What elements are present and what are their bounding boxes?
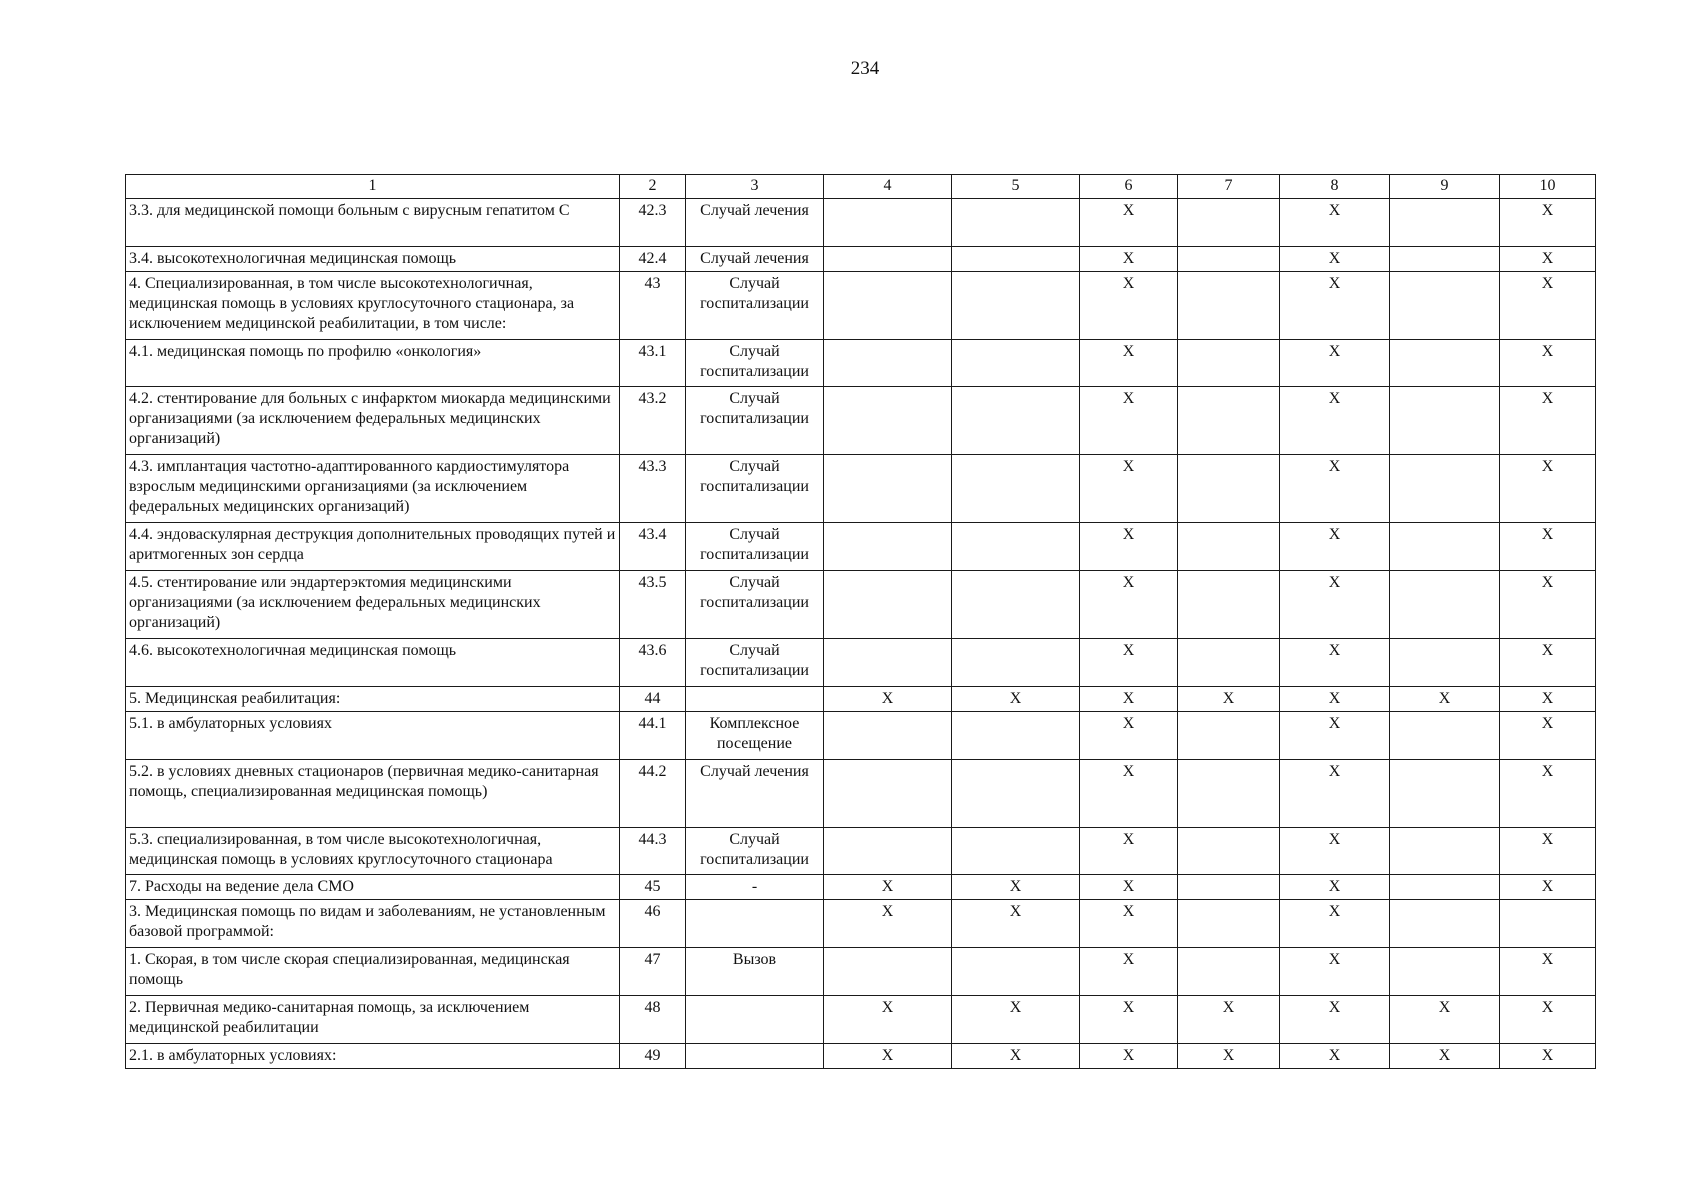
- column-5-cell: [952, 340, 1080, 387]
- column-6-cell: X: [1080, 828, 1178, 875]
- row-code-cell: 42.4: [620, 247, 686, 272]
- row-name-cell: 3.4. высокотехнологичная медицинская помощь: [126, 247, 620, 272]
- column-8-cell: X: [1280, 875, 1390, 900]
- column-10-cell: X: [1500, 455, 1596, 523]
- column-9-cell: [1390, 639, 1500, 687]
- column-7-cell: [1178, 340, 1280, 387]
- column-9-cell: [1390, 523, 1500, 571]
- table-row: [126, 272, 1596, 340]
- row-unit-cell: Вызов: [686, 948, 824, 996]
- row-code-cell: 43.1: [620, 340, 686, 387]
- column-10-cell: X: [1500, 523, 1596, 571]
- column-7-cell: [1178, 875, 1280, 900]
- row-name-cell: 5.2. в условиях дневных стационаров (первичная медико-санитарная помощь, специализированная медицинская помощь): [126, 760, 620, 828]
- row-code-cell: 47: [620, 948, 686, 996]
- row-code-cell: 43.3: [620, 455, 686, 523]
- column-9-cell: [1390, 387, 1500, 455]
- row-unit-cell: Случай лечения: [686, 199, 824, 247]
- row-name-cell: 7. Расходы на ведение дела СМО: [126, 875, 620, 900]
- column-5-cell: [952, 523, 1080, 571]
- row-unit-cell: Случай госпитализации: [686, 455, 824, 523]
- table-row: [126, 199, 1596, 247]
- row-unit-cell: Случай лечения: [686, 247, 824, 272]
- column-6-cell: X: [1080, 272, 1178, 340]
- column-4-cell: X: [824, 1044, 952, 1069]
- column-8-cell: X: [1280, 948, 1390, 996]
- column-6-cell: X: [1080, 340, 1178, 387]
- row-name-cell: 4.1. медицинская помощь по профилю «онкология»: [126, 340, 620, 387]
- table-row: [126, 1044, 1596, 1069]
- row-unit-cell: Случай госпитализации: [686, 571, 824, 639]
- column-6-cell: X: [1080, 687, 1178, 712]
- column-8-cell: X: [1280, 996, 1390, 1044]
- column-5-cell: [952, 948, 1080, 996]
- column-8-cell: X: [1280, 340, 1390, 387]
- column-4-cell: [824, 571, 952, 639]
- column-header: 3: [686, 175, 824, 199]
- row-unit-cell: Случай госпитализации: [686, 639, 824, 687]
- column-10-cell: X: [1500, 996, 1596, 1044]
- table-row: [126, 571, 1596, 639]
- column-8-cell: X: [1280, 639, 1390, 687]
- table-row: [126, 996, 1596, 1044]
- column-7-cell: X: [1178, 687, 1280, 712]
- column-7-cell: [1178, 387, 1280, 455]
- row-unit-cell: [686, 900, 824, 948]
- column-4-cell: [824, 247, 952, 272]
- column-10-cell: [1500, 900, 1596, 948]
- column-7-cell: [1178, 571, 1280, 639]
- table-row: [126, 455, 1596, 523]
- column-8-cell: X: [1280, 387, 1390, 455]
- column-6-cell: X: [1080, 571, 1178, 639]
- column-header: 1: [126, 175, 620, 199]
- row-name-cell: 2. Первичная медико-санитарная помощь, за исключением медицинской реабилитации: [126, 996, 620, 1044]
- column-7-cell: [1178, 272, 1280, 340]
- row-name-cell: 4.4. эндоваскулярная деструкция дополнительных проводящих путей и аритмогенных зон сердца: [126, 523, 620, 571]
- column-10-cell: X: [1500, 272, 1596, 340]
- column-6-cell: X: [1080, 948, 1178, 996]
- column-header: 6: [1080, 175, 1178, 199]
- column-10-cell: X: [1500, 712, 1596, 760]
- row-code-cell: 42.3: [620, 199, 686, 247]
- table-row: [126, 639, 1596, 687]
- column-8-cell: X: [1280, 247, 1390, 272]
- row-name-cell: 1. Скорая, в том числе скорая специализированная, медицинская помощь: [126, 948, 620, 996]
- row-name-cell: 4.3. имплантация частотно-адаптированного кардиостимулятора взрослым медицинскими организациями (за исключением федеральных медицинских организаций): [126, 455, 620, 523]
- column-4-cell: X: [824, 875, 952, 900]
- column-4-cell: X: [824, 900, 952, 948]
- column-10-cell: X: [1500, 687, 1596, 712]
- column-8-cell: X: [1280, 900, 1390, 948]
- column-8-cell: X: [1280, 199, 1390, 247]
- column-5-cell: [952, 571, 1080, 639]
- row-code-cell: 44.3: [620, 828, 686, 875]
- column-4-cell: X: [824, 687, 952, 712]
- column-5-cell: [952, 272, 1080, 340]
- column-5-cell: X: [952, 1044, 1080, 1069]
- row-code-cell: 43.6: [620, 639, 686, 687]
- column-5-cell: [952, 199, 1080, 247]
- row-unit-cell: Случай госпитализации: [686, 387, 824, 455]
- column-9-cell: [1390, 828, 1500, 875]
- column-4-cell: [824, 199, 952, 247]
- column-5-cell: [952, 455, 1080, 523]
- row-code-cell: 44.1: [620, 712, 686, 760]
- table-row: [126, 828, 1596, 875]
- row-code-cell: 48: [620, 996, 686, 1044]
- column-7-cell: X: [1178, 996, 1280, 1044]
- row-name-cell: 4.5. стентирование или эндартерэктомия медицинскими организациями (за исключением федеральных медицинских организаций): [126, 571, 620, 639]
- row-unit-cell: [686, 687, 824, 712]
- column-10-cell: X: [1500, 760, 1596, 828]
- column-4-cell: [824, 948, 952, 996]
- row-name-cell: 4.6. высокотехнологичная медицинская помощь: [126, 639, 620, 687]
- column-5-cell: [952, 247, 1080, 272]
- column-7-cell: [1178, 199, 1280, 247]
- row-name-cell: 3. Медицинская помощь по видам и заболеваниям, не установленным базовой программой:: [126, 900, 620, 948]
- column-9-cell: X: [1390, 1044, 1500, 1069]
- column-10-cell: X: [1500, 948, 1596, 996]
- page-number: 234: [850, 58, 880, 79]
- row-name-cell: 5.3. специализированная, в том числе высокотехнологичная, медицинская помощь в условиях круглосуточного стационара: [126, 828, 620, 875]
- table-row: [126, 712, 1596, 760]
- column-5-cell: X: [952, 996, 1080, 1044]
- header-row: [126, 175, 1596, 199]
- row-unit-cell: Случай госпитализации: [686, 523, 824, 571]
- column-4-cell: [824, 387, 952, 455]
- column-7-cell: [1178, 900, 1280, 948]
- row-unit-cell: [686, 996, 824, 1044]
- row-unit-cell: Случай госпитализации: [686, 828, 824, 875]
- row-code-cell: 45: [620, 875, 686, 900]
- row-unit-cell: -: [686, 875, 824, 900]
- row-code-cell: 43.2: [620, 387, 686, 455]
- column-7-cell: [1178, 639, 1280, 687]
- column-header: 4: [824, 175, 952, 199]
- row-name-cell: 2.1. в амбулаторных условиях:: [126, 1044, 620, 1069]
- column-10-cell: X: [1500, 571, 1596, 639]
- table-row: [126, 340, 1596, 387]
- column-10-cell: X: [1500, 387, 1596, 455]
- table-row: [126, 523, 1596, 571]
- column-6-cell: X: [1080, 523, 1178, 571]
- column-9-cell: [1390, 340, 1500, 387]
- column-10-cell: X: [1500, 828, 1596, 875]
- column-5-cell: [952, 639, 1080, 687]
- row-name-cell: 5. Медицинская реабилитация:: [126, 687, 620, 712]
- row-name-cell: 5.1. в амбулаторных условиях: [126, 712, 620, 760]
- column-8-cell: X: [1280, 571, 1390, 639]
- row-name-cell: 4. Специализированная, в том числе высокотехнологичная, медицинская помощь в условиях круглосуточного стационара, за исключением медицинской реабилитации, в том числе:: [126, 272, 620, 340]
- column-header: 2: [620, 175, 686, 199]
- column-9-cell: [1390, 272, 1500, 340]
- row-code-cell: 49: [620, 1044, 686, 1069]
- column-6-cell: X: [1080, 900, 1178, 948]
- column-10-cell: X: [1500, 875, 1596, 900]
- row-unit-cell: Случай лечения: [686, 760, 824, 828]
- table-row: [126, 760, 1596, 828]
- row-name-cell: 4.2. стентирование для больных с инфарктом миокарда медицинскими организациями (за исключением федеральных медицинских организаций): [126, 387, 620, 455]
- column-6-cell: X: [1080, 996, 1178, 1044]
- column-10-cell: X: [1500, 639, 1596, 687]
- column-7-cell: [1178, 712, 1280, 760]
- column-5-cell: [952, 712, 1080, 760]
- column-6-cell: X: [1080, 455, 1178, 523]
- column-header: 7: [1178, 175, 1280, 199]
- column-9-cell: [1390, 712, 1500, 760]
- column-6-cell: X: [1080, 387, 1178, 455]
- column-9-cell: X: [1390, 687, 1500, 712]
- column-10-cell: X: [1500, 1044, 1596, 1069]
- table-row: [126, 687, 1596, 712]
- column-8-cell: X: [1280, 828, 1390, 875]
- column-5-cell: [952, 828, 1080, 875]
- column-10-cell: X: [1500, 340, 1596, 387]
- column-4-cell: [824, 455, 952, 523]
- column-6-cell: X: [1080, 760, 1178, 828]
- row-code-cell: 43.4: [620, 523, 686, 571]
- column-9-cell: [1390, 875, 1500, 900]
- row-code-cell: 43: [620, 272, 686, 340]
- row-code-cell: 44: [620, 687, 686, 712]
- column-6-cell: X: [1080, 712, 1178, 760]
- column-5-cell: [952, 387, 1080, 455]
- table-row: [126, 875, 1596, 900]
- row-code-cell: 46: [620, 900, 686, 948]
- column-9-cell: [1390, 571, 1500, 639]
- column-4-cell: X: [824, 996, 952, 1044]
- table-row: [126, 387, 1596, 455]
- column-8-cell: X: [1280, 455, 1390, 523]
- column-6-cell: X: [1080, 1044, 1178, 1069]
- table-body: [126, 199, 1596, 1069]
- column-8-cell: X: [1280, 712, 1390, 760]
- column-4-cell: [824, 340, 952, 387]
- column-5-cell: X: [952, 900, 1080, 948]
- column-8-cell: X: [1280, 272, 1390, 340]
- data-table: [125, 174, 1596, 1069]
- column-9-cell: [1390, 455, 1500, 523]
- column-5-cell: X: [952, 875, 1080, 900]
- column-5-cell: X: [952, 687, 1080, 712]
- column-6-cell: X: [1080, 199, 1178, 247]
- column-7-cell: X: [1178, 1044, 1280, 1069]
- column-7-cell: [1178, 760, 1280, 828]
- column-7-cell: [1178, 948, 1280, 996]
- row-unit-cell: [686, 1044, 824, 1069]
- column-5-cell: [952, 760, 1080, 828]
- column-8-cell: X: [1280, 760, 1390, 828]
- table-row: [126, 900, 1596, 948]
- column-6-cell: X: [1080, 247, 1178, 272]
- column-6-cell: X: [1080, 639, 1178, 687]
- table-row: [126, 948, 1596, 996]
- column-7-cell: [1178, 247, 1280, 272]
- column-10-cell: X: [1500, 247, 1596, 272]
- row-name-cell: 3.3. для медицинской помощи больным с вирусным гепатитом С: [126, 199, 620, 247]
- column-4-cell: [824, 760, 952, 828]
- row-code-cell: 44.2: [620, 760, 686, 828]
- column-9-cell: [1390, 900, 1500, 948]
- column-9-cell: [1390, 247, 1500, 272]
- column-4-cell: [824, 523, 952, 571]
- column-4-cell: [824, 272, 952, 340]
- row-unit-cell: Случай госпитализации: [686, 340, 824, 387]
- column-header: 10: [1500, 175, 1596, 199]
- column-9-cell: X: [1390, 996, 1500, 1044]
- column-header: 9: [1390, 175, 1500, 199]
- column-4-cell: [824, 712, 952, 760]
- column-7-cell: [1178, 828, 1280, 875]
- column-9-cell: [1390, 760, 1500, 828]
- row-code-cell: 43.5: [620, 571, 686, 639]
- column-8-cell: X: [1280, 687, 1390, 712]
- column-7-cell: [1178, 523, 1280, 571]
- column-8-cell: X: [1280, 1044, 1390, 1069]
- column-6-cell: X: [1080, 875, 1178, 900]
- column-header: 8: [1280, 175, 1390, 199]
- column-4-cell: [824, 639, 952, 687]
- column-10-cell: X: [1500, 199, 1596, 247]
- table-row: [126, 247, 1596, 272]
- column-header: 5: [952, 175, 1080, 199]
- row-unit-cell: Случай госпитализации: [686, 272, 824, 340]
- column-7-cell: [1178, 455, 1280, 523]
- column-9-cell: [1390, 948, 1500, 996]
- column-9-cell: [1390, 199, 1500, 247]
- column-4-cell: [824, 828, 952, 875]
- row-unit-cell: Комплексное посещение: [686, 712, 824, 760]
- column-8-cell: X: [1280, 523, 1390, 571]
